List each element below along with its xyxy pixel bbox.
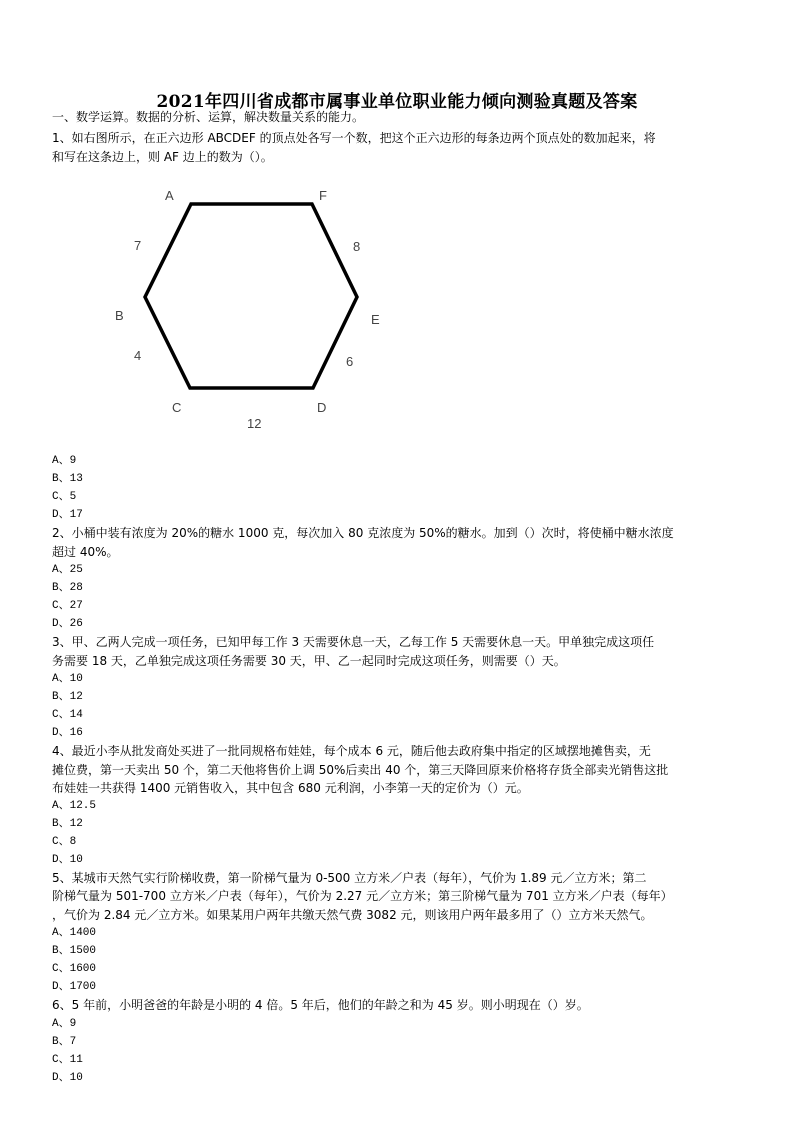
option-b[interactable]: B、12	[52, 691, 83, 703]
vertex-label-a: A	[165, 188, 174, 203]
option-a[interactable]: A、9	[52, 1018, 77, 1030]
option-c[interactable]: C、8	[52, 836, 77, 848]
option-d[interactable]: D、10	[52, 1072, 83, 1084]
question-text-line: 摊位费，第一天卖出 50 个，第二天他将售价上调 50%后卖出 40 个，第三天降回原来价格将存货全部卖光销售这批	[52, 763, 669, 777]
option-b[interactable]: B、1500	[52, 945, 97, 957]
vertex-label-b: B	[115, 308, 124, 323]
question-text-line: 2、小桶中装有浓度为 20%的糖水 1000 克，每次加入 80 克浓度为 50%的糖水。加到（）次时，将使桶中糖水浓度	[52, 526, 674, 540]
question-text-line: 3、甲、乙两人完成一项任务，已知甲每工作 3 天需要休息一天，乙每工作 5 天需要休息一天。甲单独完成这项任	[52, 635, 655, 649]
option-b[interactable]: B、12	[52, 818, 83, 830]
edge-label-cd: 12	[247, 416, 262, 431]
question-text-line: 超过 40%。	[52, 545, 119, 559]
edge-label-fe: 8	[353, 239, 361, 254]
question-text-line: 阶梯气量为 501-700 立方米／户表（每年），气价为 2.27 元／立方米；第三阶梯气量为 701 立方米／户表（每年）	[52, 889, 673, 903]
vertex-label-f: F	[319, 188, 327, 203]
option-a[interactable]: A、25	[52, 564, 83, 576]
option-a[interactable]: A、1400	[52, 927, 97, 939]
option-a[interactable]: A、10	[52, 673, 83, 685]
vertex-label-e: E	[371, 312, 380, 327]
question-text-line: 务需要 18 天，乙单独完成这项任务需要 30 天，甲、乙一起同时完成这项任务，则需要（）天。	[52, 654, 566, 668]
vertex-label-d: D	[317, 400, 327, 415]
page-title: 2021年四川省成都市属事业单位职业能力倾向测验真题及答案	[156, 92, 638, 112]
option-b[interactable]: B、13	[52, 473, 83, 485]
option-d[interactable]: D、26	[52, 618, 83, 630]
option-c[interactable]: C、11	[52, 1054, 83, 1066]
edge-label-ed: 6	[346, 354, 354, 369]
question-text-line: 和写在这条边上，则 AF 边上的数为（）。	[52, 150, 273, 164]
option-c[interactable]: C、14	[52, 709, 83, 721]
vertex-label-c: C	[172, 400, 182, 415]
option-d[interactable]: D、10	[52, 854, 83, 866]
option-d[interactable]: D、17	[52, 509, 83, 521]
option-b[interactable]: B、28	[52, 582, 83, 594]
option-d[interactable]: D、1700	[52, 981, 97, 993]
option-a[interactable]: A、12.5	[52, 800, 97, 812]
option-d[interactable]: D、16	[52, 727, 83, 739]
question-text-line: 布娃娃一共获得 1400 元销售收入，其中包含 680 元利润，小李第一天的定价为（）元。	[52, 781, 529, 795]
question-text-line: 4、最近小李从批发商处买进了一批同规格布娃娃，每个成本 6 元，随后他去政府集中指定的区域摆地摊售卖，无	[52, 744, 651, 758]
option-c[interactable]: C、5	[52, 491, 77, 503]
question-text-line: 6、5 年前，小明爸爸的年龄是小明的 4 倍。5 年后，他们的年龄之和为 45 岁。则小明现在（）岁。	[52, 998, 589, 1012]
hexagon-shape	[145, 204, 357, 388]
option-b[interactable]: B、7	[52, 1036, 77, 1048]
question-text-line: 1、如右图所示，在正六边形 ABCDEF 的顶点处各写一个数，把这个正六边形的每条边两个顶点处的数加起来，将	[52, 131, 656, 145]
edge-label-bc: 4	[134, 348, 142, 363]
option-c[interactable]: C、27	[52, 600, 83, 612]
question-text-line: 5、某城市天然气实行阶梯收费，第一阶梯气量为 0-500 立方米／户表（每年），气价为 1.89 元／立方米；第二	[52, 871, 647, 885]
edge-label-ab: 7	[134, 238, 142, 253]
question-text-line: ，气价为 2.84 元／立方米。如果某用户两年共缴天然气费 3082 元，则该用户两年最多用了（）立方米天然气。	[52, 908, 653, 922]
hexagon-figure	[0, 175, 794, 465]
section-heading: 一、数学运算。数据的分析、运算，解决数量关系的能力。	[52, 110, 365, 124]
option-c[interactable]: C、1600	[52, 963, 97, 975]
option-a[interactable]: A、9	[52, 455, 77, 467]
